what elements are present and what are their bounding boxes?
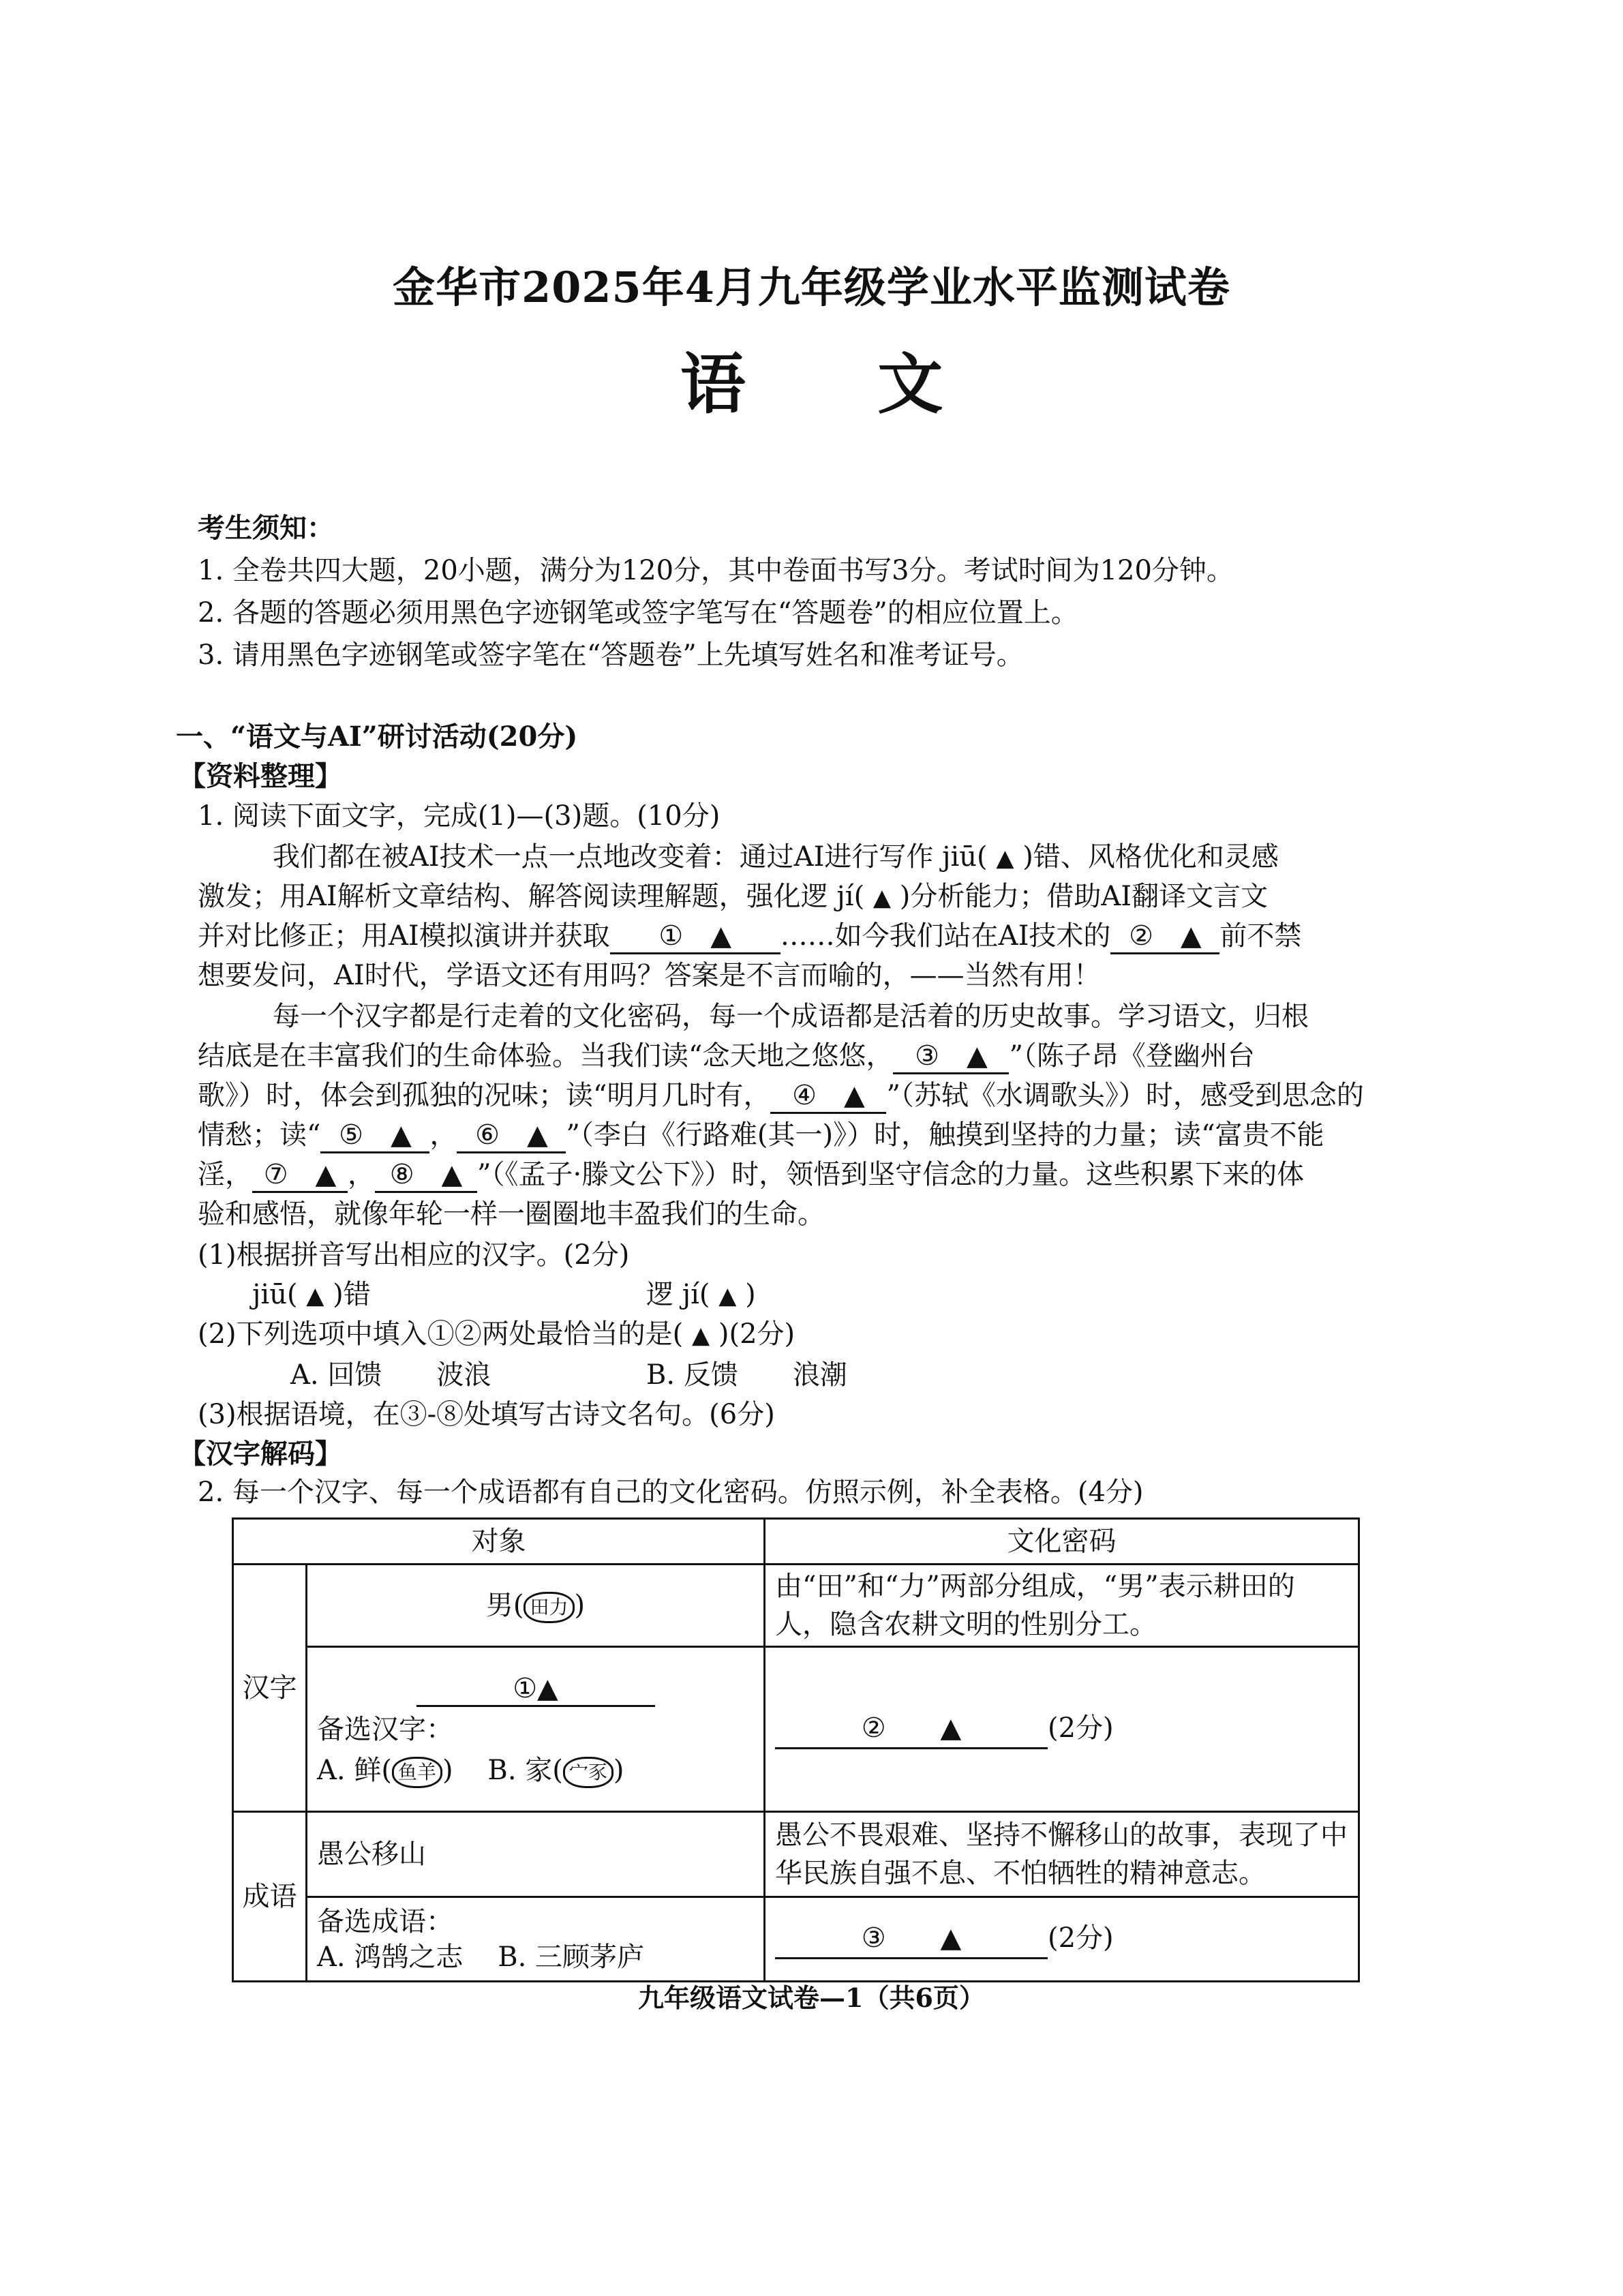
passage-line: 想要发问，AI时代，学语文还有用吗？答案是不言而喻的，——当然有用！ <box>198 960 1101 991</box>
example-code: 由“田”和“力”两部分组成，“男”表示耕田的人，隐含农耕文明的性别分工。 <box>765 1564 1359 1647</box>
answer-blank[interactable]: ② ▲ <box>775 1709 1048 1749</box>
answer-blank[interactable]: ⑤ ▲ <box>320 1119 429 1153</box>
idiom-option-a[interactable]: A. 鸿鹄之志 <box>317 1941 464 1973</box>
triangle-icon: ▲ <box>306 1282 324 1310</box>
answer-code-cell: ② ▲ (2分) <box>765 1647 1359 1811</box>
char-option-b[interactable]: B. 家( 宀豕 ) <box>487 1755 624 1786</box>
subsection-heading: 【资料整理】 <box>179 760 342 792</box>
passage-line: 并对比修正；用AI模拟演讲并获取 ① ▲ ……如今我们站在AI技术的 ② ▲ 前不禁 <box>198 916 1301 956</box>
table-header-code: 文化密码 <box>765 1519 1359 1565</box>
passage-line: 我们都在被AI技术一点一点地改变着：通过AI进行写作 jiū( ▲ )错、风格优化和灵感 <box>273 841 1279 873</box>
answer-blank[interactable]: ③ ▲ <box>775 1919 1048 1959</box>
example-idiom: 愚公移山 <box>307 1811 765 1897</box>
question-1-2: (2)下列选项中填入①②两处最恰当的是( ▲ )(2分) <box>198 1318 795 1350</box>
triangle-icon: ▲ <box>873 884 892 911</box>
question-1-1: (1)根据拼音写出相应的汉字。(2分) <box>198 1239 630 1271</box>
pinyin-item-b: 逻 jí( ▲ ) <box>646 1279 756 1310</box>
culture-code-table <box>232 1517 1360 1982</box>
section-heading: 一、“语文与AI”研讨活动(20分) <box>176 721 578 753</box>
passage-line: 验和感悟，就像年轮一样一圈圈地丰盈我们的生命。 <box>198 1198 825 1230</box>
ancient-glyph-icon: 宀豕 <box>563 1757 613 1788</box>
notice-heading: 考生须知： <box>198 512 334 544</box>
answer-blank[interactable]: ①▲ <box>416 1672 655 1707</box>
answer-blank[interactable]: ③ ▲ <box>893 1040 1009 1074</box>
triangle-icon: ▲ <box>996 845 1014 872</box>
exam-title: 金华市2025年4月九年级学业水平监测试卷 <box>393 262 1230 312</box>
question-1-title: 1. 阅读下面文字，完成(1)—(3)题。(10分) <box>198 800 721 832</box>
passage-line: 歌》）时，体会到孤独的况味；读“明月几时有， ④ ▲ ”（苏轼《水调歌头》）时，感受到思念的 <box>198 1076 1364 1115</box>
question-1-3: (3)根据语境，在③-⑧处填写古诗文名句。(6分) <box>198 1399 775 1430</box>
answer-blank[interactable]: ② ▲ <box>1110 920 1219 954</box>
subsection-heading: 【汉字解码】 <box>179 1438 342 1470</box>
page-footer: 九年级语文试卷—1（共6页） <box>638 1982 985 2013</box>
answer-blank[interactable]: ① ▲ <box>610 920 780 954</box>
ancient-glyph-icon: 鱼羊 <box>392 1757 442 1788</box>
notice-item-3: 3. 请用黑色字迹钢笔或签字笔在“答题卷”上先填写姓名和准考证号。 <box>198 639 1024 671</box>
idiom-code: 愚公不畏艰难、坚持不懈移山的故事，表现了中华民族自强不息、不怕牺牲的精神意志。 <box>765 1811 1359 1897</box>
passage-line: 情愁；读“ ⑤ ▲ ， ⑥ ▲ ”（李白《行路难(其一)》）时，触摸到坚持的力量；读“富贵不能 <box>198 1115 1324 1155</box>
option-b[interactable]: B. 反馈 浪潮 <box>646 1359 847 1391</box>
notice-item-1: 1. 全卷共四大题，20小题，满分为120分，其中卷面书写3分。考试时间为120分钟。 <box>198 555 1234 586</box>
idiom-option-b[interactable]: B. 三顾茅庐 <box>498 1941 645 1973</box>
passage-line: 淫， ⑦ ▲ ， ⑧ ▲ ”（《孟子·滕文公下》）时，领悟到坚守信念的力量。这些积累下来的体 <box>198 1155 1304 1194</box>
choose-character-label: 备选汉字： <box>317 1713 453 1745</box>
choose-idiom-cell <box>307 1897 765 1982</box>
triangle-icon: ▲ <box>691 1322 710 1349</box>
char-option-a[interactable]: A. 鲜( 鱼羊 ) <box>317 1755 453 1786</box>
answer-blank[interactable]: ⑦ ▲ <box>252 1158 348 1193</box>
subject-title: 语 文 <box>680 346 998 423</box>
passage-line: 结底是在丰富我们的生命体验。当我们读“念天地之悠悠， ③ ▲ ”（陈子昂《登幽州台 <box>198 1036 1255 1076</box>
table-header-object: 对象 <box>233 1519 765 1565</box>
choose-idiom-label: 备选成语： <box>317 1905 453 1937</box>
answer-blank[interactable]: ⑥ ▲ <box>457 1119 566 1153</box>
answer-code-cell: ③ ▲ (2分) <box>765 1897 1359 1982</box>
option-a[interactable]: A. 回馈 波浪 <box>290 1359 491 1391</box>
question-2-title: 2. 每一个汉字、每一个成语都有自己的文化密码。仿照示例，补全表格。(4分) <box>198 1477 1144 1508</box>
notice-item-2: 2. 各题的答题必须用黑色字迹钢笔或签字笔写在“答题卷”的相应位置上。 <box>198 597 1078 629</box>
row-label-hanzi: 汉字 <box>233 1564 307 1811</box>
example-character: 男( 田力 ) <box>307 1564 765 1647</box>
answer-blank[interactable]: ⑧ ▲ <box>375 1158 477 1193</box>
passage-line: 每一个汉字都是行走着的文化密码，每一个成语都是活着的历史故事。学习语文，归根 <box>273 1001 1309 1032</box>
choose-character-cell <box>307 1647 765 1811</box>
passage-line: 激发；用AI解析文章结构、解答阅读理解题，强化逻 jí( ▲ )分析能力；借助AI翻译文言文 <box>198 881 1269 912</box>
pinyin-item-a: jiū( ▲ )错 <box>252 1279 371 1310</box>
row-label-chengyu: 成语 <box>233 1811 307 1981</box>
answer-blank[interactable]: ④ ▲ <box>770 1079 886 1114</box>
ancient-glyph-icon: 田力 <box>524 1592 574 1623</box>
triangle-icon: ▲ <box>718 1282 737 1310</box>
